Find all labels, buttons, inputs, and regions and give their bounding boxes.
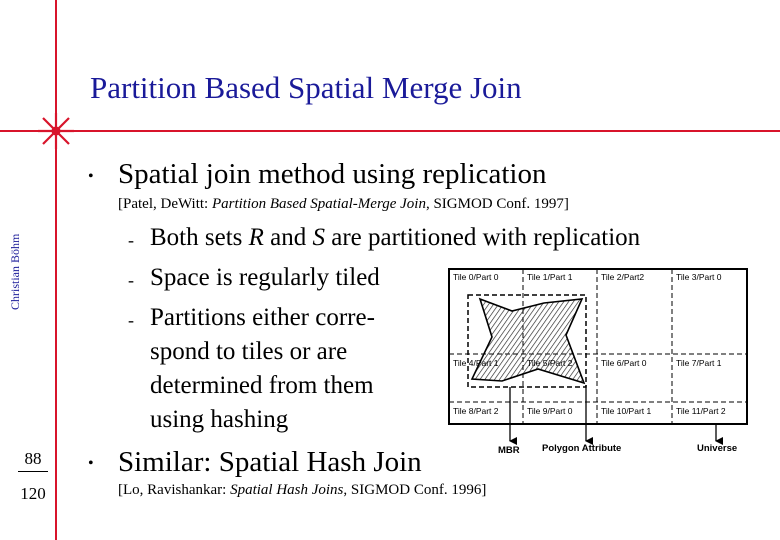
tile-label: Tile 7/Part 1	[676, 358, 722, 368]
mbr-label: MBR	[498, 445, 520, 456]
tile-label: Tile 10/Part 1	[601, 406, 652, 416]
page-number: 88	[24, 449, 42, 468]
subbullet-marker: -	[128, 310, 134, 330]
subbullet-3-line: Partitions either corre-	[150, 304, 375, 331]
tile-label: Tile 8/Part 2	[453, 406, 499, 416]
tiling-figure	[446, 267, 750, 467]
tile-label: Tile 5/Part 2	[527, 358, 573, 368]
slide-title: Partition Based Spatial Merge Join	[90, 70, 522, 105]
author-name: Christian Böhm	[8, 233, 22, 310]
tile-label: Tile 6/Part 0	[601, 358, 647, 368]
polygon-attribute-label: Polygon Attribute	[542, 443, 622, 454]
tile-label: Tile 11/Part 2	[676, 406, 726, 416]
red-vertical-rule	[55, 0, 57, 540]
tile-label: Tile 9/Part 0	[527, 406, 573, 416]
subbullet-3-line: determined from them	[150, 372, 374, 399]
total-pages: 120	[20, 484, 46, 503]
red-horizontal-rule	[0, 130, 780, 132]
universe-label: Universe	[697, 443, 738, 454]
bullet-marker: •	[88, 168, 94, 185]
subbullet-3-line: using hashing	[150, 406, 289, 433]
bullet-marker: •	[88, 455, 94, 472]
tile-label: Tile 4/Part 1	[453, 358, 499, 368]
subbullet-marker: -	[128, 230, 134, 250]
reference-1: [Patel, DeWitt: Partition Based Spatial-Merge Join, SIGMOD Conf. 1997]	[118, 196, 569, 212]
subbullet-marker: -	[128, 270, 134, 290]
bullet-1-text: Spatial join method using replication	[118, 158, 547, 190]
subbullet-3-line: spond to tiles or are	[150, 338, 348, 365]
red-star-icon	[36, 111, 76, 151]
page-divider	[18, 471, 48, 472]
tile-label: Tile 0/Part 0	[453, 272, 499, 282]
tile-label: Tile 2/Part2	[601, 272, 645, 282]
reference-2: [Lo, Ravishankar: Spatial Hash Joins, SIGMOD Conf. 1996]	[118, 482, 487, 498]
subbullet-1: Both sets R and S are partitioned with replication	[150, 224, 641, 251]
subbullet-2: Space is regularly tiled	[150, 264, 380, 291]
bullet-2-text: Similar: Spatial Hash Join	[118, 446, 422, 478]
tile-label: Tile 3/Part 0	[676, 272, 722, 282]
tile-label: Tile 1/Part 1	[527, 272, 573, 282]
subbullet-3	[150, 301, 375, 437]
